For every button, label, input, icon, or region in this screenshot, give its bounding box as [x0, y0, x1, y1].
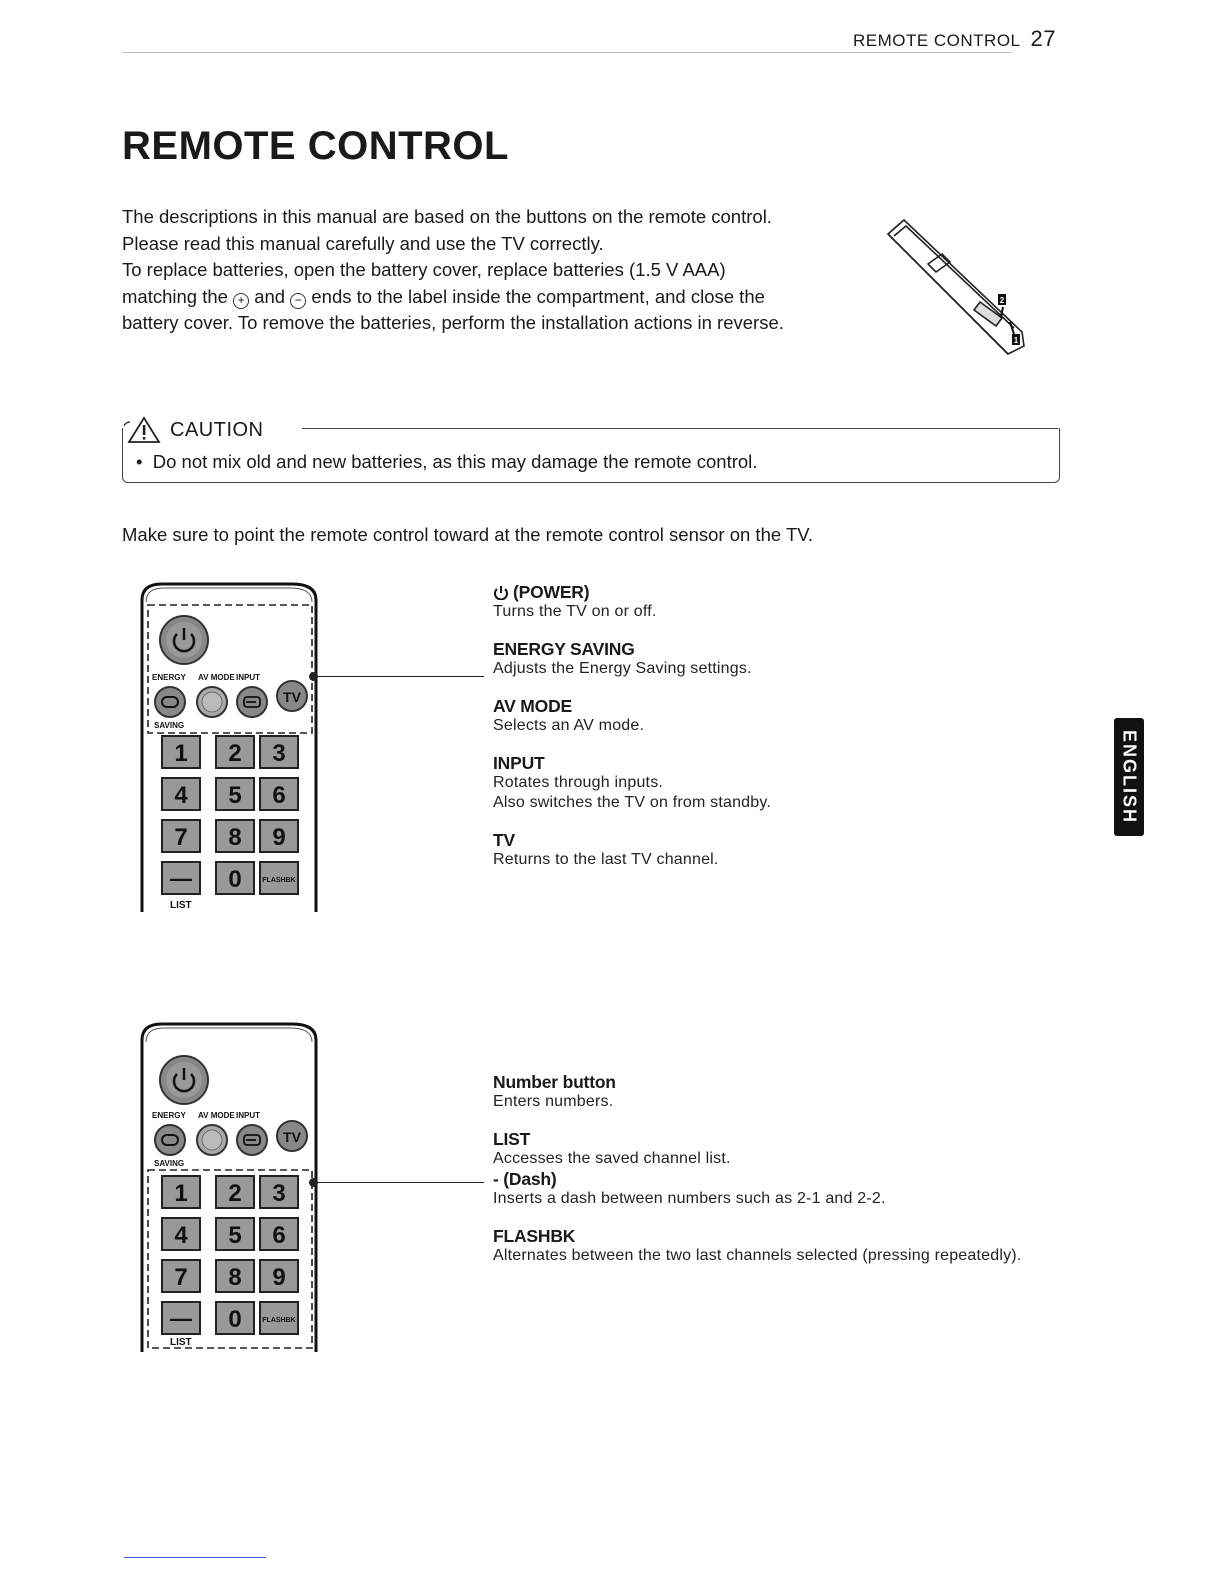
desc-title: ENERGY SAVING: [493, 639, 635, 659]
energy-label: ENERGY: [152, 1111, 186, 1120]
key-6: 6: [272, 782, 286, 809]
key-dash: —: [170, 1306, 192, 1331]
number-keypad: [162, 1176, 298, 1334]
power-icon: [493, 585, 509, 600]
avmode-label: AV MODE: [198, 673, 235, 682]
saving-label: SAVING: [154, 721, 185, 730]
desc-title: TV: [493, 830, 515, 850]
desc-item-number-button: [493, 1072, 1093, 1112]
input-label: INPUT: [236, 673, 260, 682]
desc-title: INPUT: [493, 753, 545, 773]
desc-text: Alternates between the two last channels selected (pressing repeatedly).: [493, 1247, 1022, 1264]
desc-text: Also switches the TV on from standby.: [493, 794, 772, 811]
key-5: 5: [228, 782, 242, 809]
tv-button-label: TV: [283, 1129, 301, 1145]
desc-text: Rotates through inputs.: [493, 774, 664, 791]
plus-icon: +: [233, 293, 249, 309]
key-0: 0: [228, 1306, 242, 1333]
key-1: 1: [174, 1180, 188, 1207]
desc-title-text: (POWER): [513, 582, 590, 602]
desc-item-list: [493, 1129, 1093, 1169]
saving-label: SAVING: [154, 1159, 185, 1168]
caution-message: Do not mix old and new batteries, as this may damage the remote control.: [152, 451, 758, 472]
av-mode-icon: [202, 692, 222, 712]
key-2: 2: [228, 1180, 242, 1207]
desc-text: Accesses the saved channel list.: [493, 1150, 731, 1167]
intro-line: Please read this manual carefully and use the TV correctly.: [122, 232, 604, 254]
language-tab: [1114, 718, 1144, 836]
intro-line: To replace batteries, open the battery cover, replace batteries (1.5 V AAA): [122, 259, 726, 280]
warning-triangle-icon: [124, 416, 164, 444]
key-7: 7: [174, 824, 188, 851]
leader-line-top: [316, 676, 484, 677]
key-9: 9: [272, 1264, 286, 1291]
intro-text: ends to the label inside the compartment, and close the: [306, 285, 765, 307]
page-number: 27: [1030, 26, 1056, 51]
minus-icon: −: [290, 293, 306, 309]
key-8: 8: [228, 824, 242, 851]
caution-text: • Do not mix old and new batteries, as this may damage the remote control.: [136, 451, 758, 472]
desc-item-dash: [493, 1169, 1093, 1209]
intro-text: and: [249, 285, 291, 307]
header-rule: [122, 52, 1012, 53]
language-tab-label: ENGLISH: [1119, 729, 1140, 825]
intro-paragraph: [122, 204, 862, 337]
footer-rule: [124, 1557, 266, 1558]
key-3: 3: [272, 1180, 286, 1207]
intro-line: [122, 284, 862, 311]
number-keypad: [162, 736, 298, 894]
key-7: 7: [174, 1264, 188, 1291]
page-title: REMOTE CONTROL: [122, 124, 509, 168]
caution-box: [122, 418, 1060, 484]
caution-top-rule: [302, 428, 1058, 429]
remote-figure-top-buttons: [132, 572, 332, 912]
intro-text: matching the: [122, 285, 234, 307]
key-5: 5: [228, 1222, 242, 1249]
desc-text: Enters numbers.: [493, 1093, 614, 1110]
caution-label: CAUTION: [170, 418, 264, 441]
leader-dot-keypad: [309, 1178, 318, 1187]
desc-item-power: [493, 582, 1093, 622]
battery-step-2-label: 2: [999, 296, 1005, 305]
desc-title: AV MODE: [493, 696, 572, 716]
desc-item-flashbk: [493, 1226, 1093, 1266]
key-9: 9: [272, 824, 286, 851]
desc-item-energy-saving: [493, 639, 1093, 679]
key-1: 1: [174, 740, 188, 767]
desc-text: Turns the TV on or off.: [493, 603, 657, 620]
desc-title: LIST: [493, 1129, 531, 1149]
key-flashbk: FLASHBK: [262, 1317, 296, 1324]
key-3: 3: [272, 740, 286, 767]
key-4: 4: [174, 782, 188, 809]
leader-dot-top: [309, 672, 318, 681]
desc-title: FLASHBK: [493, 1226, 576, 1246]
button-descriptions-keypad: [493, 1072, 1093, 1266]
input-label: INPUT: [236, 1111, 260, 1120]
desc-text: Selects an AV mode.: [493, 717, 645, 734]
button-descriptions-top: [493, 582, 1093, 870]
desc-item-av-mode: [493, 696, 1093, 736]
tv-button-label: TV: [283, 689, 301, 705]
key-flashbk: FLASHBK: [262, 877, 296, 884]
leader-line-keypad: [316, 1182, 484, 1183]
desc-title: - (Dash): [493, 1169, 557, 1189]
running-header-section: REMOTE CONTROL: [852, 31, 1021, 50]
desc-text: Adjusts the Energy Saving settings.: [493, 660, 752, 677]
list-label: LIST: [170, 900, 192, 911]
desc-text: Inserts a dash between numbers such as 2-1 and 2-2.: [493, 1190, 886, 1207]
running-header: [853, 26, 1056, 52]
intro-line: battery cover. To remove the batteries, perform the installation actions in reverse.: [122, 312, 784, 333]
desc-text: Returns to the last TV channel.: [493, 851, 719, 868]
key-2: 2: [228, 740, 242, 767]
energy-label: ENERGY: [152, 673, 186, 682]
av-mode-icon: [202, 1130, 222, 1150]
intro-line: The descriptions in this manual are based on the buttons on the remote control.: [122, 206, 772, 227]
pointing-instruction: Make sure to point the remote control toward at the remote control sensor on the TV.: [122, 524, 814, 545]
desc-title: [493, 582, 1093, 602]
key-dash: —: [170, 866, 192, 891]
list-label: LIST: [170, 1337, 192, 1348]
avmode-label: AV MODE: [198, 1111, 235, 1120]
key-4: 4: [174, 1222, 188, 1249]
remote-battery-illustration: [884, 214, 1034, 359]
key-6: 6: [272, 1222, 286, 1249]
key-8: 8: [228, 1264, 242, 1291]
key-0: 0: [228, 866, 242, 893]
remote-figure-number-pad: [132, 1012, 332, 1352]
desc-title: Number button: [493, 1072, 616, 1092]
desc-item-input: [493, 753, 1093, 813]
battery-step-1-label: 1: [1013, 336, 1019, 345]
desc-item-tv: [493, 830, 1093, 870]
caution-heading: [124, 416, 272, 444]
